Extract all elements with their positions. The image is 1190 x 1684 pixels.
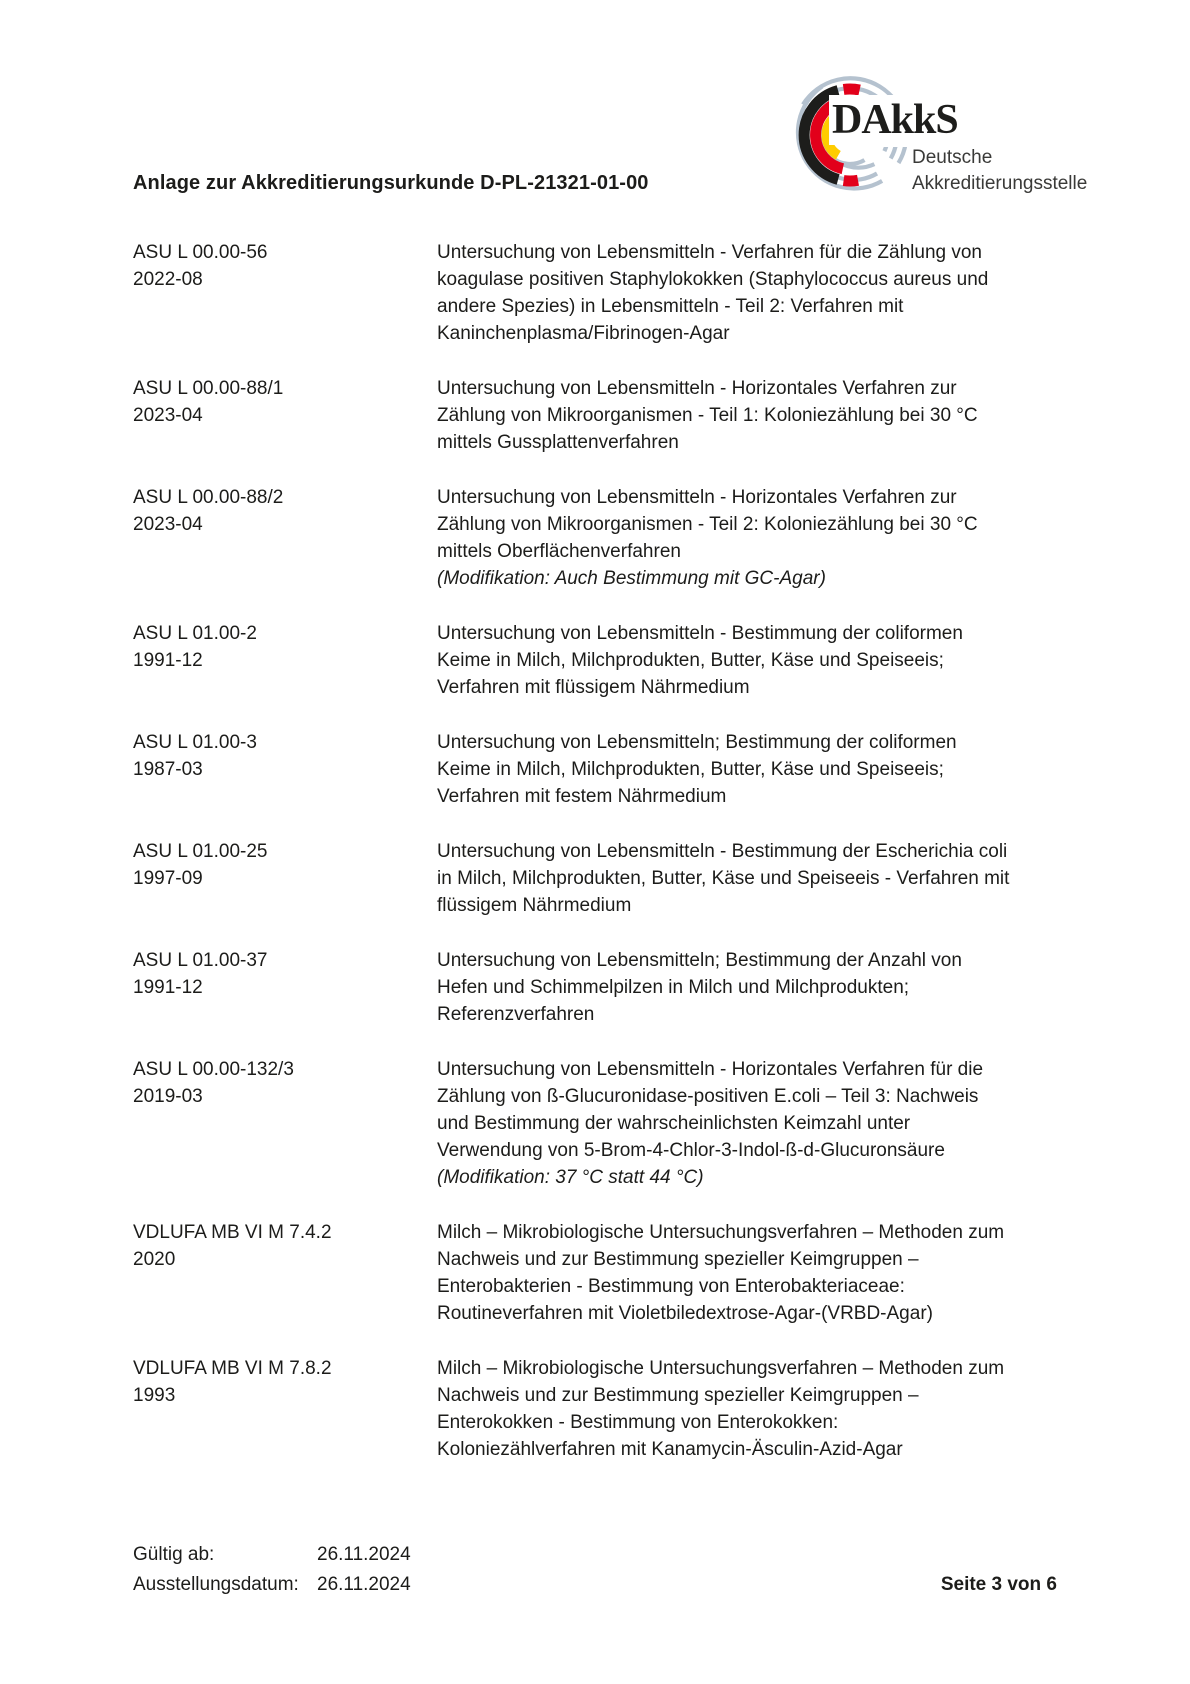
dakks-caption-line2: Akkreditierungsstelle: [912, 173, 1088, 194]
standard-text: [437, 620, 1012, 701]
standard-date: 1991-12: [133, 650, 203, 671]
standard-entry: [133, 1056, 1063, 1191]
standard-date: 1993: [133, 1385, 176, 1406]
standard-date: 2020: [133, 1249, 176, 1270]
standard-text: [437, 947, 1012, 1028]
valid-from-value: 26.11.2024: [317, 1544, 411, 1565]
standard-date: 1991-12: [133, 977, 203, 998]
page-title: Anlage zur Akkreditierungsurkunde D-PL-21321-01-00: [133, 172, 649, 194]
valid-from-label: Gültig ab:: [133, 1544, 215, 1565]
valid-from-row: [133, 1540, 1057, 1570]
standard-entry: [133, 484, 1063, 592]
standard-text: [437, 838, 1012, 919]
standard-id: ASU L 00.00-88/1: [133, 378, 284, 399]
standard-modification: (Modifikation: Auch Bestimmung mit GC-Agar): [437, 568, 826, 589]
dakks-caption-line1: Deutsche: [912, 147, 993, 168]
standard-entry: [133, 1355, 1063, 1463]
standard-text: [437, 239, 1012, 347]
standard-description: Untersuchung von Lebensmitteln - Bestimmung der Escherichia coli in Milch, Milchprodukten, Butter, Käse und Speiseeis - Verfahren mit flüssigem Nährmedium: [437, 841, 1010, 916]
standard-text: [437, 729, 1012, 810]
standard-entry: [133, 1219, 1063, 1327]
standard-description: Untersuchung von Lebensmitteln - Horizontales Verfahren zur Zählung von Mikroorganismen - Teil 1: Koloniezählung bei 30 °C mittels Gussplattenverfahren: [437, 378, 978, 453]
dakks-logo: [788, 75, 1110, 201]
standards-list: [133, 239, 1063, 1491]
standard-text: [437, 484, 1012, 592]
standard-entry: [133, 947, 1063, 1028]
dakks-wordmark: DAkkS: [829, 95, 964, 145]
standard-id: ASU L 01.00-37: [133, 950, 268, 971]
issue-date-label: Ausstellungsdatum:: [133, 1574, 299, 1595]
standard-description: Untersuchung von Lebensmitteln - Horizontales Verfahren zur Zählung von Mikroorganismen - Teil 2: Koloniezählung bei 30 °C mittels Oberflächenverfahren: [437, 487, 978, 562]
standard-id: ASU L 01.00-2: [133, 623, 257, 644]
standard-date: 2023-04: [133, 405, 203, 426]
standard-date: 2022-08: [133, 269, 203, 290]
standard-text: [437, 1056, 1012, 1191]
standard-id: VDLUFA MB VI M 7.8.2: [133, 1358, 332, 1379]
standard-ref: [133, 1355, 437, 1463]
standard-date: 2019-03: [133, 1086, 203, 1107]
standard-ref: [133, 375, 437, 456]
standard-text: [437, 375, 1012, 456]
standard-description: Untersuchung von Lebensmitteln; Bestimmung der coliformen Keime in Milch, Milchprodukten, Butter, Käse und Speiseeis; Verfahren mit festem Nährmedium: [437, 732, 957, 807]
standard-ref: [133, 484, 437, 592]
standard-description: Untersuchung von Lebensmitteln - Horizontales Verfahren für die Zählung von ß-Glucuronidase-positiven E.coli – Teil 3: Nachweis und Bestimmung der wahrscheinlichsten Keimzahl unter Verwendung von 5-Brom-4-Chlor-3-Indol-ß-d-Glucuronsäure: [437, 1059, 984, 1161]
standard-entry: [133, 375, 1063, 456]
standard-ref: [133, 1219, 437, 1327]
standard-id: ASU L 00.00-56: [133, 242, 268, 263]
standard-text: [437, 1219, 1012, 1327]
standard-date: 1997-09: [133, 868, 203, 889]
standard-ref: [133, 947, 437, 1028]
standard-ref: [133, 1056, 437, 1191]
standard-date: 1987-03: [133, 759, 203, 780]
standard-date: 2023-04: [133, 514, 203, 535]
standard-entry: [133, 620, 1063, 701]
standard-entry: [133, 729, 1063, 810]
standard-id: ASU L 01.00-25: [133, 841, 268, 862]
standard-text: [437, 1355, 1012, 1463]
standard-ref: [133, 239, 437, 347]
standard-modification: (Modifikation: 37 °C statt 44 °C): [437, 1167, 704, 1188]
standard-id: ASU L 00.00-132/3: [133, 1059, 294, 1080]
standard-id: ASU L 00.00-88/2: [133, 487, 284, 508]
page-number: Seite 3 von 6: [940, 1574, 1057, 1595]
standard-ref: [133, 729, 437, 810]
standard-description: Untersuchung von Lebensmitteln; Bestimmung der Anzahl von Hefen und Schimmelpilzen in Milch und Milchprodukten; Referenzverfahren: [437, 950, 962, 1025]
standard-description: Untersuchung von Lebensmitteln - Bestimmung der coliformen Keime in Milch, Milchprodukten, Butter, Käse und Speiseeis; Verfahren mit flüssigem Nährmedium: [437, 623, 963, 698]
standard-ref: [133, 838, 437, 919]
standard-entry: [133, 239, 1063, 347]
issue-date-value: 26.11.2024: [317, 1574, 411, 1595]
standard-id: VDLUFA MB VI M 7.4.2: [133, 1222, 332, 1243]
page-footer: [133, 1540, 1057, 1600]
standard-id: ASU L 01.00-3: [133, 732, 257, 753]
standard-description: Untersuchung von Lebensmitteln - Verfahren für die Zählung von koagulase positiven Staphylokokken (Staphylococcus aureus und andere Spezies) in Lebensmitteln - Teil 2: Verfahren mit Kaninchenplasma/Fibrinogen-Agar: [437, 242, 989, 344]
standard-entry: [133, 838, 1063, 919]
issue-date-row: [133, 1570, 1057, 1600]
standard-description: Milch – Mikrobiologische Untersuchungsverfahren – Methoden zum Nachweis und zur Bestimmung spezieller Keimgruppen – Enterobakterien - Bestimmung von Enterobakteriaceae: Routineverfahren mit Violetbiledextrose-Agar-(VRBD-Agar): [437, 1222, 1005, 1324]
standard-description: Milch – Mikrobiologische Untersuchungsverfahren – Methoden zum Nachweis und zur Bestimmung spezieller Keimgruppen – Enterokokken - Bestimmung von Enterokokken: Koloniezählverfahren mit Kanamycin-Äsculin-Azid-Agar: [437, 1358, 1005, 1460]
standard-ref: [133, 620, 437, 701]
